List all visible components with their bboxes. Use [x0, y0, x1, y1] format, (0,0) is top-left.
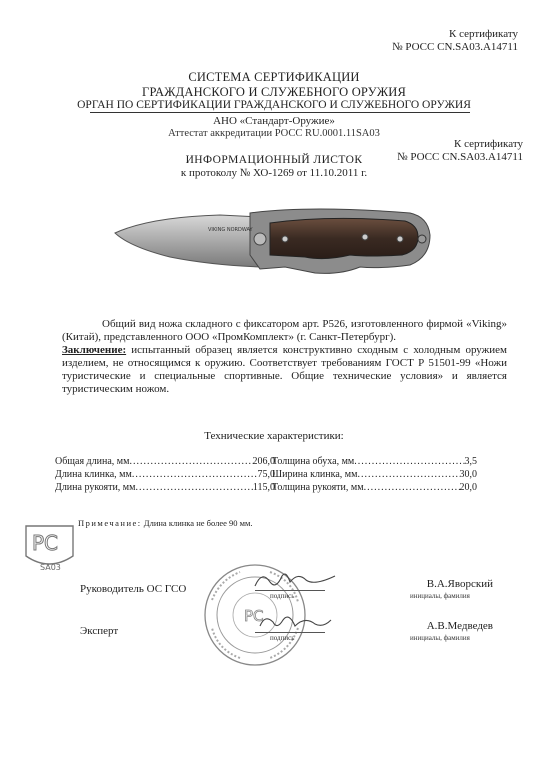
signature-head-icon — [250, 568, 340, 592]
note-text: Длина клинка не более 90 мм. — [141, 518, 253, 528]
certificate-ref-top — [392, 28, 518, 54]
spec-label: Общая длина, мм — [55, 456, 130, 467]
spec-row-blade-width — [272, 468, 477, 481]
organ-title: ОРГАН ПО СЕРТИФИКАЦИИ ГРАЖДАНСКОГО И СЛУЖЕБНОГО ОРУЖИЯ — [77, 99, 471, 111]
stamp-code: SA03 — [40, 563, 61, 572]
spec-row-blade-length — [55, 468, 275, 481]
specs-title: Технические характеристики: — [204, 430, 344, 442]
note — [78, 518, 253, 528]
spec-label: Толщина обуха, мм — [272, 456, 355, 467]
conclusion-label: Заключение: — [62, 344, 127, 356]
system-title-line1: СИСТЕМА СЕРТИФИКАЦИИ — [188, 70, 360, 84]
spec-value: 20,0 — [459, 482, 477, 493]
svg-text:PC: PC — [32, 531, 59, 555]
note-label: Примечание: — [78, 518, 142, 528]
signature-expert-icon — [255, 610, 335, 634]
spec-row-spine-thickness — [272, 455, 477, 468]
spec-label: Толщина рукояти, мм — [272, 482, 364, 493]
certificate-ref-label: К сертификату — [449, 28, 518, 40]
svg-text:PC: PC — [244, 607, 264, 625]
spec-row-handle-length — [55, 481, 275, 494]
signer-role-head: Руководитель ОС ГСО — [80, 583, 187, 595]
spec-label: Длина клинка, мм — [55, 469, 132, 480]
spec-value: 206,0 — [252, 456, 275, 467]
spec-label: Длина рукояти, мм — [55, 482, 136, 493]
spec-value: 115,0 — [252, 482, 275, 493]
spec-row-handle-thickness — [272, 481, 477, 494]
document-title: ИНФОРМАЦИОННЫЙ ЛИСТОК — [185, 154, 363, 166]
spec-value: 75,0 — [257, 469, 275, 480]
signer-name-expert: А.В.Медведев — [426, 620, 493, 632]
conclusion-text: испытанный образец является конструктивно сходным с холодным оружием изделием, не относящимся к оружию. Соответствует требованиям ГОСТ Р 51501-99 «Ножи туристические и специальные спортивные. Общие технические условия» и является туристическим ножом. — [62, 344, 507, 395]
signer-name-head: В.А.Яворский — [426, 578, 493, 590]
name-caption: инициалы, фамилия — [410, 634, 470, 642]
certificate-ref-label-2: К сертификату — [454, 138, 523, 150]
spec-row-total-length — [55, 455, 275, 468]
ano-name: АНО «Стандарт-Оружие» — [213, 115, 335, 127]
spec-label: Ширина клинка, мм — [272, 469, 358, 480]
knife-logo: VIKING NORDWAY — [208, 227, 253, 233]
system-title — [0, 70, 548, 100]
certificate-ref-number-2: № РОСС CN.SA03.A14711 — [397, 151, 523, 163]
spec-value: 30,0 — [459, 469, 477, 480]
product-description: Общий вид ножа складного с фиксатором арт. P526, изготовленного фирмой «Viking» (Китай), представленного ООО «ПромКомплект» (г. Санкт-Петербург). — [62, 318, 507, 343]
system-title-line2: ГРАЖДАНСКОГО И СЛУЖЕБНОГО ОРУЖИЯ — [142, 85, 406, 99]
spec-value: 3,5 — [464, 456, 477, 467]
signature-caption: подпись — [270, 634, 295, 642]
certification-mark-icon — [22, 522, 77, 574]
conclusion — [62, 344, 507, 396]
certificate-ref-number: № РОСС CN.SA03.A14711 — [392, 41, 518, 53]
protocol-ref: к протоколу № ХО-1269 от 11.10.2011 г. — [180, 167, 368, 179]
signature-caption: подпись — [270, 592, 295, 600]
signer-role-expert: Эксперт — [80, 625, 119, 637]
accreditation: Аттестат аккредитации РОСС RU.0001.11SA03 — [168, 128, 380, 139]
header-divider — [90, 112, 470, 113]
knife-image — [110, 195, 440, 290]
name-caption: инициалы, фамилия — [410, 592, 470, 600]
